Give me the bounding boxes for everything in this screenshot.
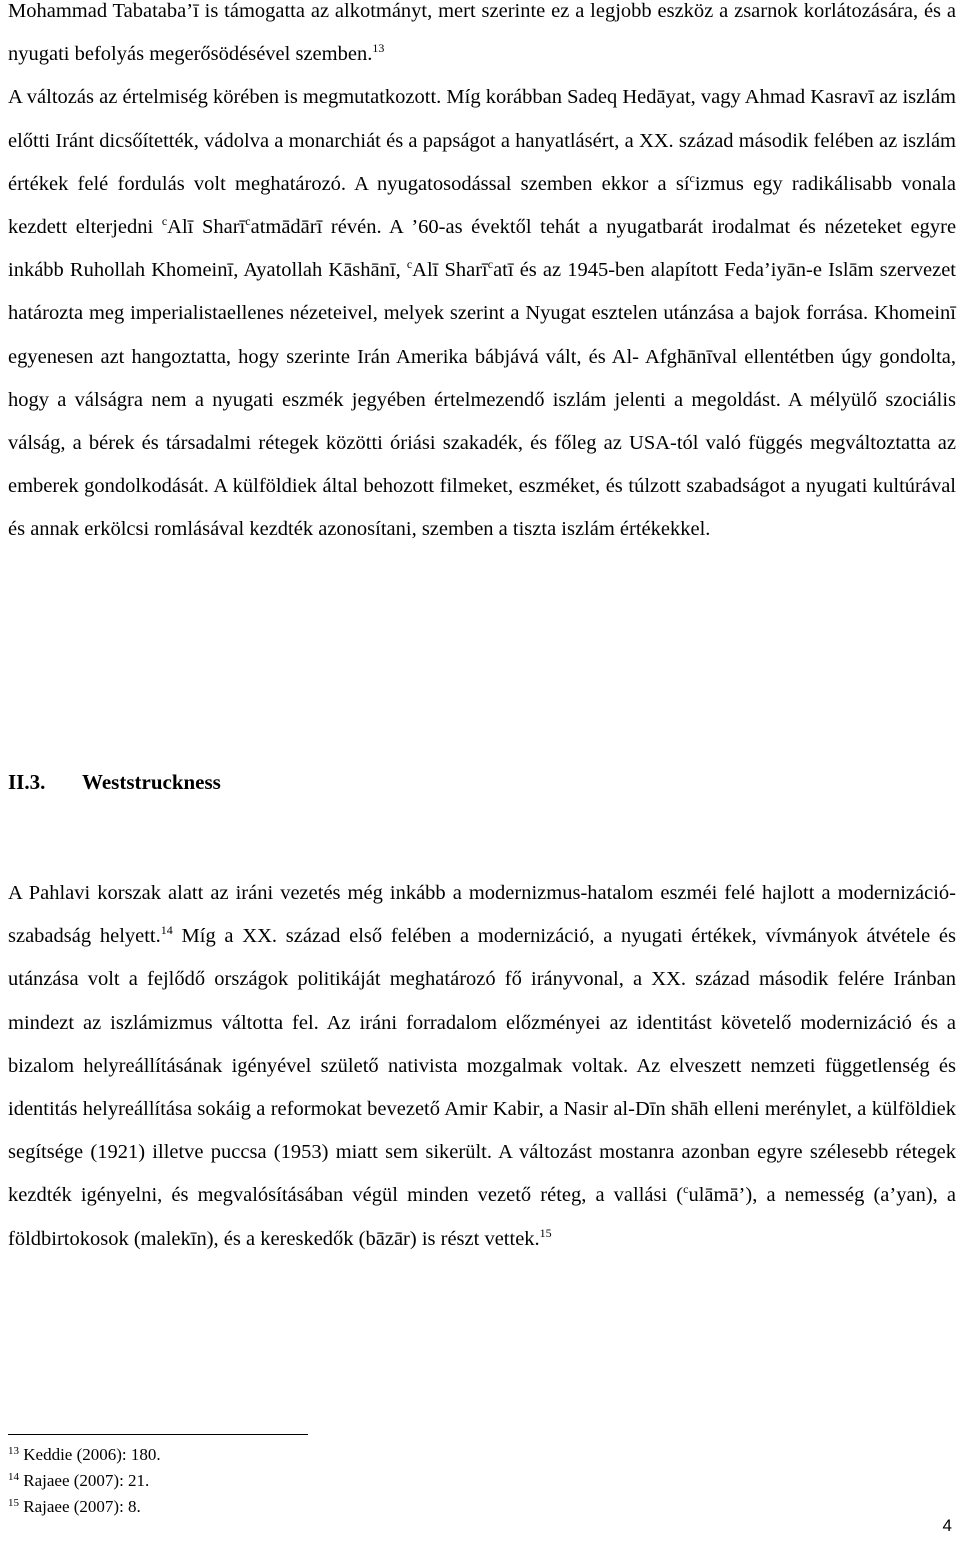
paragraph-khomeini: Mohammad Tabataba’ī is támogatta az alkotmányt, mert szerinte ez a legjobb eszköz a zsarnok korlátozására, és a nyugati befolyás megerősödésével szemben.$^{13}$ A változás az értelmiség körében is megmutatkozott. Míg korábban Sadeq Hedāyat, vagy Ahmad Kasravī az iszlám előtti Iránt dicsőítették, vádolva a monarchiát és a papságot a hanyatlásért, a XX. század második felében az iszlám értékek felé fordulás volt meghatározó. A nyugatosodással szemben ekkor a $sí^cizmus$ egy radikálisabb vonala kezdett elterjedni $^c$Alī Sharī$^c$atmādārī révén. A ’60-as évektől tehát a nyugatbarát irodalmat és nézeteket egyre inkább Ruhollah Khomeinī, Ayatollah Kāshānī, $^c$Alī Sharī$^c$atī és az 1945-ben alapított Feda’iyān-e Islām szervezet határozta meg imperialistaellenes nézeteivel, melyek szerint a Nyugat esztelen utánzása a bajok forrása. Khomeinī egyenesen azt hangoztatta, hogy szerinte Irán Amerika bábjává vált, és Al- Afghānīval ellentétben úgy gondolta, hogy a válságra nem a nyugati eszmék jegyében értelmezendő iszlám jelenti a megoldást. A mélyülő szociális válság, a bérek és társadalmi rétegek közötti óriási szakadék, és főleg az USA-tól való függés megváltoztatta az emberek gondolkodását. A külföldiek által behozott filmeket, eszméket, és túlzott szabadságot a nyugati kultúrával és annak erkölcsi romlásával kezdték azonosítani, szemben a tiszta iszlám értékekkel.: [8, 0, 957, 541]
page-number: 4: [942, 1516, 952, 1535]
footnote-ref-13[interactable]: 13: [372, 41, 385, 56]
footnote-13: $^{13}$ Keddie (2006): 180.: [8, 1445, 161, 1464]
footnote-ref-14[interactable]: 14: [160, 923, 173, 938]
footnote-15: $^{15}$ Rajaee (2007): 8.: [8, 1497, 141, 1516]
paragraph-pahlavi: A Pahlavi korszak alatt az iráni vezetés még inkább a modernizmus-hatalom eszméi felé hajlott a modernizáció-szabadság helyett.$^{14}$ Míg a XX. század első felében a modernizáció, a nyugati értékek, vívmányok átvétele és utánzása volt a fejlődő országok politikáját meghatározó fő irányvonal, a XX. század második felére Iránban mindezt az iszlámizmus váltotta fel. Az iráni forradalom előzményei az identitást követelő modernizáció és a bizalom helyreállításának igényével születő nativista mozgalmak voltak. Az elveszett nemzeti függetlenség és identitás helyreállítása sokáig a reformokat bevezető Amir Kabir, a Nasir al-Dīn shāh elleni merénylet, a külföldiek segítsége (1921) illetve puccsa (1953) miatt sem sikerült. A változást mostanra azonban egyre szélesebb rétegek kezdték igényelni, és megvalósításában végül minden vezető réteg, a vallási ($^c$ulāmā’), a nemesség (a’yan), a földbirtokosok (malekīn), és a kereskedők (bāzār) is részt vettek.$^{15}$: [8, 882, 957, 1250]
footnote-separator: [8, 1434, 308, 1435]
footnote-ref-15[interactable]: 15: [539, 1225, 552, 1240]
footnote-14: $^{14}$ Rajaee (2007): 21.: [8, 1471, 150, 1490]
section-number: II.3.: [8, 770, 46, 794]
section-heading: [8, 767, 221, 797]
footnotes: [8, 1442, 161, 1520]
section-title: Weststruckness: [82, 770, 221, 794]
paragraph-intellectuals: A változás az értelmiség körében is megmutatkozott. Míg korábban Sadeq Hedāyat, vagy Ahmad Kasravī az iszlám előtti Iránt dicsőítették, vádolva a monarchiát és a papságot a hanyatlásért, a XX. század második felében az iszlám értékek felé fordulás volt meghatározó. A nyugatosodással szemben ekkor a $sí^cizmus$ egy radikálisabb vonala kezdett elterjedni $^c$Alī Sharī$^c$atmādārī révén. A ’60-as évektől tehát a nyugatbarát irodalmat és nézeteket egyre inkább Ruhollah Khomeinī, Ayatollah Kāshānī, $^c$Alī Sharī$^c$atī és az 1945-ben alapított Feda’iyān-e Islām szervezet határozta meg imperialistaellenes nézeteivel, melyek szerint a Nyugat esztelen utánzása a bajok forrása. Khomeinī egyenesen azt hangoztatta, hogy szerinte Irán Amerika bábjává vált, és Al- Afghānīval ellentétben úgy gondolta, hogy a válságra nem a nyugati eszmék jegyében értelmezendő iszlám jelenti a megoldást. A mélyülő szociális válság, a bérek és társadalmi rétegek közötti óriási szakadék, és főleg az USA-tól való függés megváltoztatta az emberek gondolkodását. A külföldiek által behozott filmeket, eszméket, és túlzott szabadságot a nyugati kultúrával és annak erkölcsi romlásával kezdték azonosítani, szemben a tiszta iszlám értékekkel.: [8, 86, 957, 541]
